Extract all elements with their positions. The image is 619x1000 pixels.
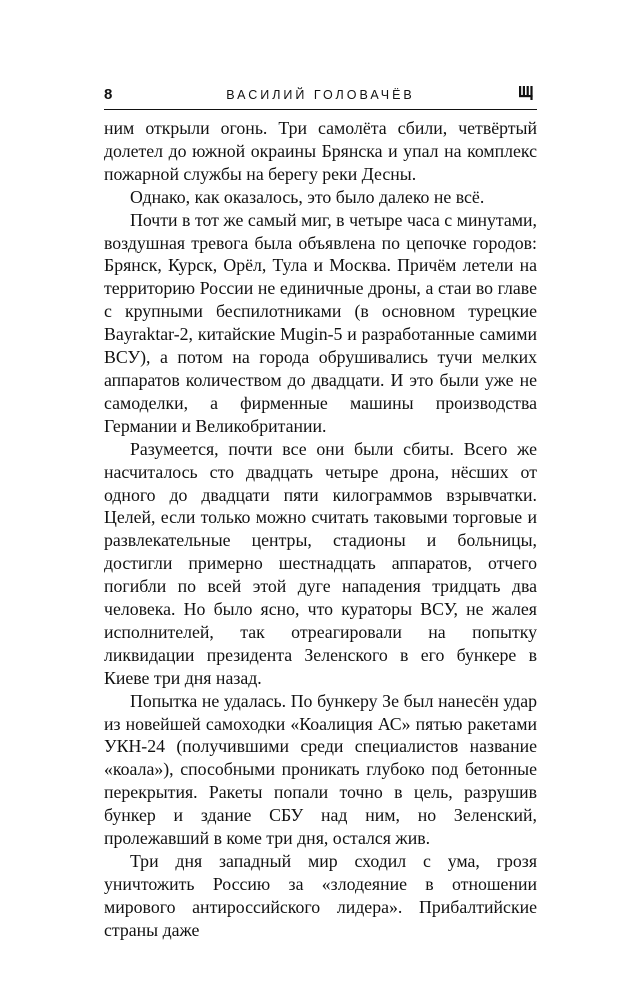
publisher-logo-icon (519, 86, 533, 100)
running-header (104, 84, 537, 110)
paragraph: ним открыли огонь. Три самолёта сбили, четвёртый долетел до южной окраины Брянска и упал на комплекс пожарной службы на берегу реки Десны. (104, 118, 537, 184)
body-text (104, 117, 537, 942)
paragraph: Попытка не удалась. По бункеру Зе был нанесён удар из новейшей самоходки «Коалиция АС» пятью ракетами УКН-24 (получившими среди специалистов название «коала»), способными проникать глубоко под бетонные перекрытия. Ракеты попали точно в цель, разрушив бункер и здание СБУ над ним, но Зеленский, пролежавший в коме три дня, остался жив. (104, 690, 537, 849)
author-name: ВАСИЛИЙ ГОЛОВАЧЁВ (226, 88, 415, 102)
paragraph: Разумеется, почти все они были сбиты. Всего же насчиталось сто двадцать четыре дрона, нёсших от одного до двадцати пяти килограммов взрывчатки. Целей, если только можно считать таковыми торговые и развлекательные центры, стадионы и больницы, достигли примерно шестнадцать аппаратов, отчего погибли по всей этой дуге нападения тридцать два человека. Но было ясно, что кураторы ВСУ, не жалея исполнителей, так отреагировали на попытку ликвидации президента Зеленского в его бункере в Киеве три дня назад. (104, 438, 537, 688)
paragraph: Однако, как оказалось, это было далеко не всё. (130, 186, 485, 207)
header-rule (104, 109, 537, 110)
page-number: 8 (104, 86, 113, 103)
paragraph: Почти в тот же самый миг, в четыре часа с минутами, воздушная тревога была объявлена по цепочке городов: Брянск, Курск, Орёл, Тула и Москва. Причём летели на территорию России не единичные дроны, а стаи во главе с крупными беспилотниками (в основном турецкие Bayraktar-2, китайские Mugin-5 и разработанные самими ВСУ), а потом на города обрушивались тучи мелких аппаратов количеством до двадцати. И это были уже не самоделки, а фирменные машины производства Германии и Великобритании. (104, 209, 537, 436)
paragraph: Три дня западный мир сходил с ума, грозя уничтожить Россию за «злодеяние в отношении мирового антироссийского лидера». Прибалтийские страны даже (104, 851, 537, 940)
